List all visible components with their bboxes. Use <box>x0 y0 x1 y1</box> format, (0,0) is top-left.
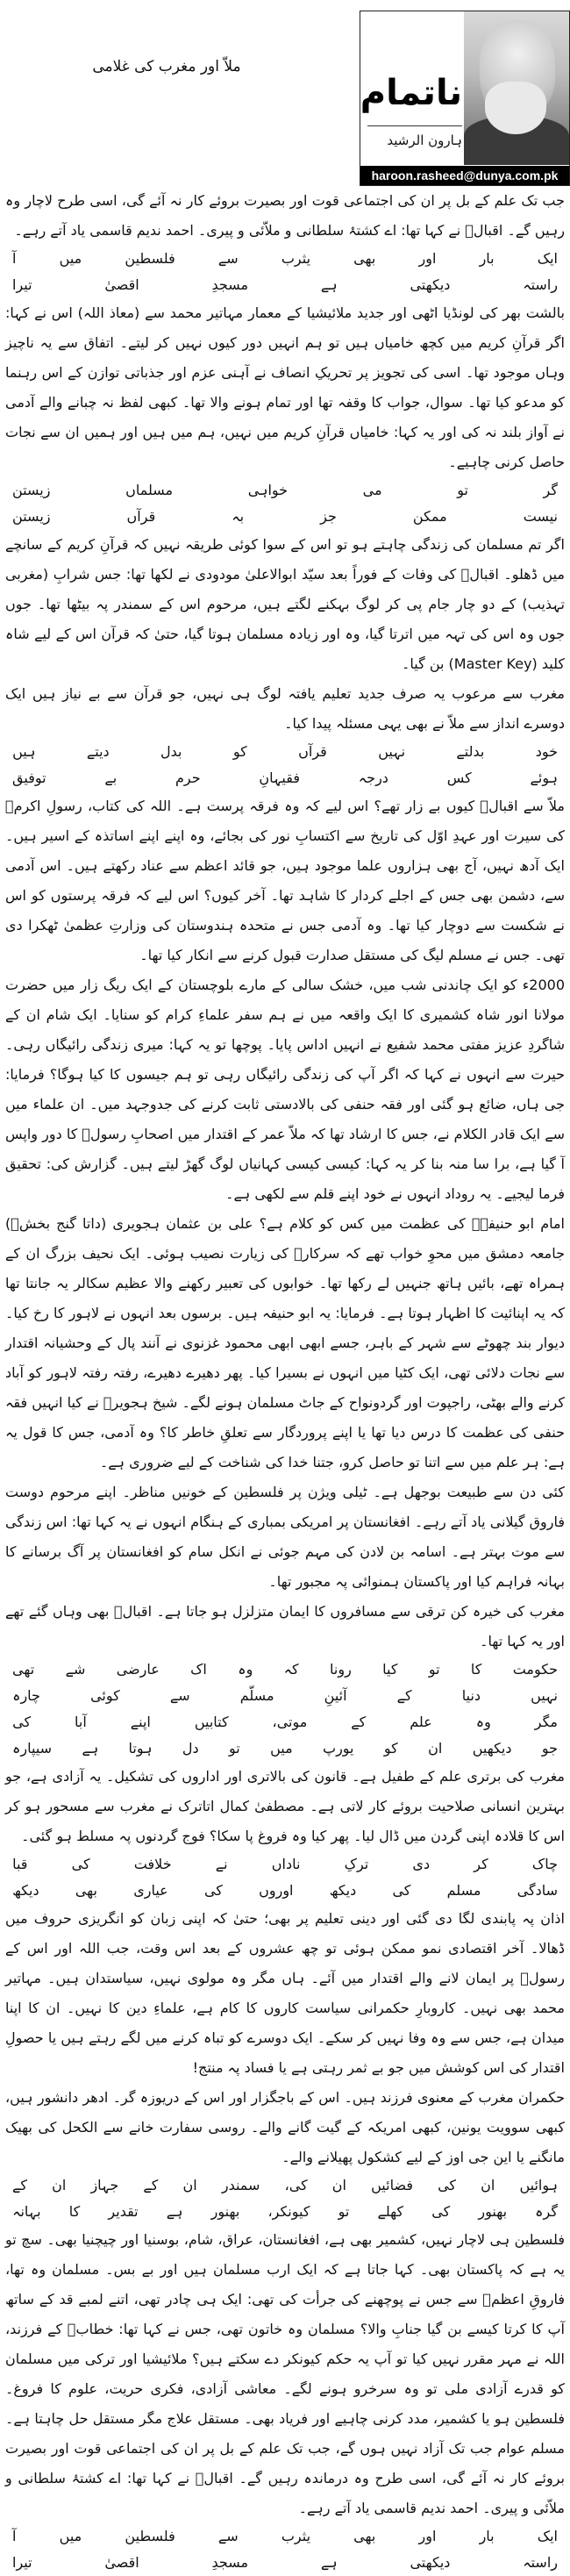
verse-word: مسلّم <box>239 1687 274 1704</box>
paragraph: امام ابو حنیفہؒ کی عظمت میں کس کو کلام ہے؟ علی بن عثمان ہجویری (داتا گنج بخشؒ) جامعہ دمشق میں محوِ خواب تھے کہ سرکارؐ کی زیارت نصیب ہوئی۔ ایک نحیف بزرگ ان کے ہمراہ تھے، بائیں ہاتھ جنہیں لے رکھا تھا۔ خوابوں کی تعبیر رکھنے والا عظیم سکالر یہ جانتا تھا کہ یہ اپنائیت کا اظہار ہوتا ہے۔ فرمایا: یہ ابو حنیفہ ہیں۔ برسوں بعد انہوں نے لاہور کا رخ کیا۔ دیوار بند چھوٹے سے شہر کے باہر، جسے ابھی ابھی محمود غزنوی نے آنند پال کے وحشیانہ اقتدار سے نجات دلائی تھی، ایک کٹیا میں انہوں نے بسیرا کیا۔ پھر دھیرے دھیرے، رفتہ رفتہ لاہور کو آباد کرنے والے بھٹی، راجپوت اور گردونواح کے جاٹ مسلمان ہونے لگے۔ شیخ ہجویرؒ نے کیا انہیں فقہ حنفی کی عظمت کا درس دیا تھا یا اپنے پروردگار سے تعلقِ خاطر کا؟ وہ آدمی، جس کا قول یہ ہے: ہر علم میں سے اتنا تو حاصل کرو، جتنا خدا کی شناخت کے لیے ضروری ہے۔ <box>5 1215 565 1470</box>
author-email[interactable]: haroon.rasheed@dunya.com.pk <box>360 166 569 185</box>
verse-word: اقصیٰ <box>104 276 139 293</box>
verse-word: نہیں <box>378 743 406 760</box>
verse-word: کو <box>232 743 247 760</box>
verse-word: جو <box>541 1740 558 1757</box>
verse-word: بار <box>479 2528 495 2544</box>
verse-word: فقیہانِ <box>259 769 300 786</box>
verse-word: کی <box>438 2177 457 2193</box>
verse-word: حرم <box>175 769 201 786</box>
verse-word: کو <box>383 1740 398 1757</box>
byline-box <box>360 11 570 186</box>
paragraph: جب تک علم کے بل پر ان کی اجتماعی قوت اور بصیرت بروئے کار نہ آئے گی، اسی طرح لاچار وہ رہیں گے۔ اقبالؔ نے کہا تھا: اے کشتۂ سلطانی و ملاّئی و پیری۔ احمد ندیم قاسمی یاد آتے رہے۔ <box>5 192 565 239</box>
verse-word: مگر <box>534 1714 558 1730</box>
verse-word: ان <box>182 2177 197 2193</box>
verse-line <box>5 504 565 530</box>
column-name: ناتمام <box>360 73 462 113</box>
verse-word: کھلے <box>377 2203 404 2220</box>
verse-word: کتابیں <box>194 1714 229 1730</box>
paragraph: مغرب سے مرعوب یہ صرف جدید تعلیم یافتہ لوگ ہی نہیں، جو قرآن سے بے نیاز ہیں ایک دوسرے انداز سے ملاّ نے بھی یہی مسئلہ پیدا کیا۔ <box>5 685 565 732</box>
verse-word: بھنور <box>478 2203 508 2220</box>
verse-word: می <box>362 482 382 498</box>
verse-word: نہیں <box>531 1687 558 1704</box>
verse-word: ان <box>331 2177 346 2193</box>
verse-word: دیکھیں <box>472 1740 512 1757</box>
verse-word: ہوتا <box>128 1740 153 1757</box>
verse-line <box>5 1683 565 1709</box>
verse-word: فلسطین <box>125 2528 175 2544</box>
verse-word: اور <box>418 2528 437 2544</box>
paragraph: اذان پہ پابندی لگا دی گئی اور دینی تعلیم پر بھی؛ حتیٰ کہ اپنی زبان کو انگریزی حروف میں ڈھالا۔ آخر اقتصادی نمو ممکن ہوئی تو چھ عشروں کے بعد اس وقت، جب اللہ اور اس کے رسولؐ پر ایمان لانے والے اقتدار میں آئے۔ ہاں مگر وہ مولوی نہیں، سیاستدان ہیں۔ مہاتیر محمد بھی نہیں۔ کاروبارِ حکمرانی سیاست کاروں کا کام ہے، علماءِ دین کا نہیں۔ ان کا اپنا میدان ہے، جس سے وہ وفا نہیں کر سکے۔ ایک دوسرے کو تباہ کرنے میں لگے رہتے ہیں یا حصولِ اقتدار کی اس کوشش میں جو بے ثمر رہتی ہے یا فساد پہ منتج! <box>5 1910 565 2076</box>
verse-word: ہیں <box>12 743 36 760</box>
verse-word: تو <box>338 2203 350 2220</box>
byline-divider <box>367 125 462 126</box>
verse-word: بے <box>104 769 118 786</box>
verse-word: ہے <box>320 2554 338 2571</box>
verse-word: بدلتے <box>456 743 485 760</box>
article-body <box>0 186 570 2576</box>
verse-word: نے <box>215 1856 228 1872</box>
verse-word: راستہ <box>523 2554 558 2571</box>
verse-word: اوروں <box>259 1882 294 1899</box>
verse-word: خلافت <box>133 1856 172 1872</box>
verse-word: مسلم <box>446 1882 481 1899</box>
article-title: ملاّ اور مغرب کی غلامی <box>92 58 241 75</box>
verse-word: کی <box>392 1882 411 1899</box>
verse-word: قرآں <box>126 508 156 525</box>
verse-word: ان <box>481 2177 495 2193</box>
paragraph: بالشت بھر کی لونڈیا اٹھی اور جدید ملائیشیا کے معمار مہاتیر محمد سے (معاذ اللہ) اس نے کہا: اگر قرآنِ کریم میں کچھ خامیاں ہیں تو ہم انہیں دور کیوں نہیں کر لیتے۔ اتفاق سے یہ ناچیز وہاں موجود تھا۔ اسی کی تجویز پر تحریکِ انصاف نے آہنی عزم اور جذباتی توازن کے اس رہنما کو مدعو کیا تھا۔ سوال، جواب کا وقفہ تھا اور تمام ہونے والا تھا۔ کبھی لفظ نہ چبانے والے آدمی نے آواز بلند نہ کی اور یہ کہا: خامیاں قرآنِ کریم میں نہیں، ہم میں ہیں اور ہمیں ان سے نجات حاصل کرنی چاہیے۔ <box>5 304 565 470</box>
verse-word: کس <box>446 769 472 786</box>
verse-word: آ <box>12 250 17 267</box>
verse-word: یثرب <box>281 2528 311 2544</box>
verse-word: کیونکر، <box>267 2203 310 2220</box>
verse-word: دیتے <box>86 743 110 760</box>
verse-word: دیکھ <box>329 1882 357 1899</box>
verse-word: بہانہ <box>12 2203 41 2220</box>
verse-word: بھنور <box>210 2203 240 2220</box>
verse-word: آبا <box>75 1714 87 1730</box>
verse-word: کے <box>12 2177 28 2193</box>
verse-word: اپنے <box>130 1714 151 1730</box>
verse-word: کی <box>203 1882 223 1899</box>
verse-word: اور <box>418 250 437 267</box>
verse-word: یورپ <box>323 1740 354 1757</box>
verse-word: وہ <box>475 1714 491 1730</box>
verse-line <box>5 477 565 504</box>
verse-word: کے <box>396 1687 412 1704</box>
verse-word: بھی <box>353 2528 376 2544</box>
verse-word: ان <box>428 1740 443 1757</box>
verse-word: اقصیٰ <box>104 2554 139 2571</box>
verse-word: وہ <box>238 1661 253 1678</box>
verse-line <box>5 1851 565 1878</box>
verse-word: دیکھتی <box>410 2554 451 2571</box>
verse-word: سادگی <box>517 1882 558 1899</box>
verse-word: بہ <box>232 508 245 525</box>
verse-word: چارہ <box>12 1687 40 1704</box>
verse-line <box>5 1657 565 1683</box>
verse-word: دیکھ <box>12 1882 39 1899</box>
verse-word: کا <box>470 1661 482 1678</box>
verse-word: دل <box>182 1740 199 1757</box>
verse-word: تو <box>228 1740 240 1757</box>
verse-word: تو <box>428 1661 440 1678</box>
verse-word: کی، <box>284 2177 308 2193</box>
verse-word: سیپارہ <box>12 1740 53 1757</box>
verse-word: ان <box>52 2177 67 2193</box>
verse-word: ترکِ <box>344 1856 369 1872</box>
verse-word: زیستن <box>12 482 51 498</box>
verse-line <box>5 739 565 765</box>
author-photo <box>464 11 569 165</box>
verse-word: توفیق <box>12 769 46 786</box>
author-name: ہارون الرشید <box>387 132 462 148</box>
verse-word: دیکھتی <box>410 276 451 293</box>
verse-word: زیستن <box>12 508 51 525</box>
verse-word: کی <box>12 1714 32 1730</box>
verse-word: تھی <box>12 1661 35 1678</box>
verse-word: میں <box>270 1740 293 1757</box>
verse-word: آ <box>12 2528 17 2544</box>
verse-word: ہے <box>82 1740 99 1757</box>
verse-word: کے <box>351 1714 367 1730</box>
verse-word: تقدیر <box>108 2203 139 2220</box>
verse-word: سے <box>169 1687 190 1704</box>
verse-word: کے <box>143 2177 159 2193</box>
verse-word: رونا <box>330 1661 352 1678</box>
verse-word: سے <box>217 250 239 267</box>
verse-word: دنیا <box>461 1687 481 1704</box>
verse-word: مسلماں <box>125 482 174 498</box>
verse-word: مسجدِ <box>211 2554 249 2571</box>
verse-word: کیا <box>382 1661 398 1678</box>
verse-word: گر <box>543 482 558 498</box>
verse-line <box>5 1709 565 1735</box>
verse-word: ہوائیں <box>519 2177 558 2193</box>
verse-word: سے <box>217 2528 239 2544</box>
verse-word: عارضی <box>116 1661 160 1678</box>
verse-line <box>5 2172 565 2199</box>
verse-word: کہ <box>283 1661 299 1678</box>
verse-word: فضائیں <box>371 2177 413 2193</box>
verse-word: چاک <box>531 1856 558 1872</box>
verse-word: علم <box>410 1714 432 1730</box>
verse-word: سمندر <box>221 2177 260 2193</box>
verse-word: قبا <box>12 1856 28 1872</box>
verse-word: فلسطین <box>125 250 175 267</box>
verse-line <box>5 1878 565 1904</box>
verse-word: بدل <box>160 743 182 760</box>
verse-line <box>5 2199 565 2225</box>
paragraph: مغرب کی خیرہ کن ترقی سے مسافروں کا ایمان متزلزل ہو جاتا ہے۔ اقبالؔ بھی وہاں گئے تھے اور یہ کہا تھا۔ <box>5 1603 565 1649</box>
verse-word: ہے <box>166 2203 183 2220</box>
verse-word: کی <box>431 2203 451 2220</box>
verse-line <box>5 2523 565 2550</box>
verse-word: بھی <box>75 1882 97 1899</box>
verse-word: گرہ <box>535 2203 558 2220</box>
verse-word: کی <box>71 1856 90 1872</box>
verse-word: کا <box>68 2203 81 2220</box>
paragraph: کئی دن سے طبیعت بوجھل ہے۔ ٹیلی ویژن پر فلسطین کے خونیں مناظر۔ اپنے مرحوم دوست فاروق گیلانی یاد آتے رہے۔ افغانستان پر امریکی بمباری کے ہنگام انہوں نے یہ کہا تھا: اس زندگی سے موت بہتر ہے۔ اسامہ بن لادن کی مہم جوئی نے انکل سام کو افغانستان پر آگ برسانے کا بہانہ فراہم کیا اور پاکستان ہمنوائی پہ مجبور تھا۔ <box>5 1484 565 1590</box>
verse-word: مسجدِ <box>211 276 249 293</box>
verse-word: میں <box>59 2528 82 2544</box>
verse-word: عیاری <box>133 1882 168 1899</box>
verse-word: اک <box>190 1661 207 1678</box>
paragraph: 2000ء کو ایک چاندنی شب میں، خشک سالی کے مارے بلوچستان کے ایک ریگ زار میں حضرت مولانا انور شاہ کشمیری کا ایک واقعہ میں نے ہم سفر علماءِ کرام کو سنایا۔ ایک شام ان کے شاگردِ عزیز مفتی محمد شفیع نے انہیں اداس پایا۔ پوچھا تو یہ کہا: میری زندگی رائیگاں رہی۔ حیرت سے انہوں نے کہا کہ اگر آپ کی زندگی رائیگاں رہی تو ہم جیسوں کا کیا ہوگا؟ فرمایا: جی ہاں، ضائع ہو گئی اور فقہ حنفی کی بالادستی ثابت کرنے کی جدوجہد میں۔ ان علماء میں سے ایک قادر الکلام نے، جس کا ارشاد تھا کہ ملاّ عمر کے اقتدار میں اصحابِ رسولؐ کا دور واپس آ گیا ہے، برا سا منہ بنا کر یہ کہا: کیسی کیسی کہانیاں لوگ گھڑ لیتے ہیں۔ گزارش کی: تحقیق فرما لیجیے۔ یہ روداد انہوں نے خود اپنے قلم سے لکھی ہے۔ <box>5 977 565 1202</box>
verse-word: جہاز <box>90 2177 119 2193</box>
verse-line <box>5 765 565 791</box>
verse-word: راستہ <box>523 276 558 293</box>
verse-word: یثرب <box>281 250 311 267</box>
verse-word: موتی، <box>272 1714 308 1730</box>
paragraph: اگر تم مسلمان کی زندگی چاہتے ہو تو اس کے سوا کوئی طریقہ نہیں کہ قرآنِ کریم کے سانچے میں ڈھلو۔ اقبالؔ کی وفات کے فوراً بعد سیّد ابوالاعلیٰ مودودی نے لکھا تھا: جس شرابِ (مغربی تہذیب) کے دو چار جام پی کر لوگ بہکنے لگتے ہیں، مرحوم اس کے سمندر پہ بیٹھا تھا۔ جوں جوں وہ اس کی تہہ میں اترتا گیا، وہ اور زیادہ مسلمان ہوتا گیا، حتیٰ کہ قرآن اس کے لیے شاہ کلید (Master Key) بن گیا۔ <box>5 536 565 672</box>
verse-word: حکومت <box>512 1661 558 1678</box>
verse-word: خواہی <box>247 482 289 498</box>
verse-word: ایک <box>537 2528 558 2544</box>
verse-line <box>5 1735 565 1762</box>
verse-word: قرآں <box>298 743 327 760</box>
paragraph: مغرب کی برتری علم کے طفیل ہے۔ قانون کی بالاتری اور اداروں کی تشکیل۔ یہ آزادی ہے، جو بہترین انسانی صلاحیت بروئے کار لاتی ہے۔ مصطفیٰ کمال اتاترک نے مغرب سے مسحور ہو کر اس کا قلادہ اپنی گردن میں ڈال لیا۔ پھر کیا وہ فروغ پا سکا؟ فوج گردنوں پہ مسلط ہو گئی۔ <box>5 1768 565 1844</box>
verse-word: ہے <box>320 276 338 293</box>
verse-word: تیرا <box>12 2554 32 2571</box>
verse-word: تیرا <box>12 276 32 293</box>
verse-word: ایک <box>537 250 558 267</box>
verse-word: دی <box>412 1856 431 1872</box>
verse-line <box>5 272 565 298</box>
verse-word: بھی <box>353 250 376 267</box>
verse-word: کر <box>474 1856 488 1872</box>
verse-word: ممکن <box>412 508 447 525</box>
author-photo-beard <box>485 82 546 134</box>
verse-word: شے <box>65 1661 86 1678</box>
verse-word: میں <box>59 250 82 267</box>
verse-word: درجہ <box>358 769 388 786</box>
verse-word: تو <box>457 482 468 498</box>
verse-word: نیست <box>523 508 558 525</box>
verse-word: ہوئے <box>530 769 558 786</box>
verse-word: آئینِ <box>324 1687 347 1704</box>
verse-word: خود <box>535 743 558 760</box>
paragraph: ملاّ سے اقبالؔ کیوں بے زار تھے؟ اس لیے کہ وہ فرقہ پرست ہے۔ اللہ کی کتاب، رسولِ اکرمؐ کی سیرت اور عہدِ اوّل کی تاریخ سے اکتسابِ نور کی بجائے، وہ اپنے اپنے اساتذہ کے اسیر ہیں۔ ایک آدھ نہیں، آج بھی ہزاروں علما موجود ہیں، جو قائد اعظم سے عناد رکھتے ہیں۔ اس آدمی سے، دشمن بھی جس کے اجلے کردار کا شاہد تھا۔ آخر کیوں؟ اس لیے کہ فرقہ پرستوں کو اس نے شکست سے دوچار کیا تھا۔ وہ آدمی جس نے متحدہ ہندوستان کی وزارتِ عظمیٰ ٹھکرا دی تھی۔ جس نے مسلم لیگ کی مستقل صدارت قبول کرنے سے انکار کیا تھا۔ <box>5 798 565 963</box>
column-header <box>0 0 570 186</box>
verse-line <box>5 2550 565 2576</box>
verse-line <box>5 246 565 272</box>
verse-word: بار <box>479 250 495 267</box>
verse-word: ناداں <box>271 1856 301 1872</box>
paragraph: فلسطین ہی لاچار نہیں، کشمیر بھی ہے، افغانستان، عراق، شام، بوسنیا اور چیچنیا بھی۔ سچ تو یہ ہے کہ پاکستان بھی۔ کہا جاتا ہے کہ ایک ارب مسلمان ہیں اور بے بس۔ مسلمان وہ تھا، فاروقِ اعظمؓ سے جس نے پوچھنے کی جرأت کی تھی: ایک ہی چادر تھی، اتنے لمبے قد کے ساتھ آپ کا کرتا کیسے بن گیا جنابِ والا؟ مسلمان وہ خاتون تھی، جس نے کہا تھا: خطابؓ کے فرزند، اللہ نے مہر مقرر نہیں کیا تو آپ یہ حکم کیونکر دے سکتے ہیں؟ ملائیشیا اور ترکی میں مسلمان کو قدرے آزادی ملی تو وہ سرخرو ہونے لگے۔ معاشی آزادی، فکری حریت، علوم کا فروغ۔ فلسطین ہو یا کشمیر، مدد کرنی چاہیے اور فریاد بھی۔ مستقل علاج مگر مستقل حل چاہتا ہے۔ مسلم عوام جب تک آزاد نہیں ہوں گے، جب تک علم کے بل پر ان کی اجتماعی قوت اور بصیرت بروئے کار نہ آئے گی، اسی طرح وہ درماندہ رہیں گے۔ اقبالؔ نے کہا تھا: اے کشتۂ سلطانی و ملاّئی و پیری۔ احمد ندیم قاسمی یاد آتے رہے۔ <box>5 2231 565 2516</box>
paragraph: حکمران مغرب کے معنوی فرزند ہیں۔ اس کے باجگزار اور اس کے دریوزہ گر۔ ادھر دانشور ہیں، کبھی سوویت یونین، کبھی امریکہ کے گیت گانے والے۔ روسی سفارت خانے سے الکحل کی بھیک مانگنے یا این جی اوز کے لیے کشکول پھیلانے والے۔ <box>5 2089 565 2165</box>
verse-word: جز <box>320 508 337 525</box>
verse-word: کوئی <box>90 1687 120 1704</box>
